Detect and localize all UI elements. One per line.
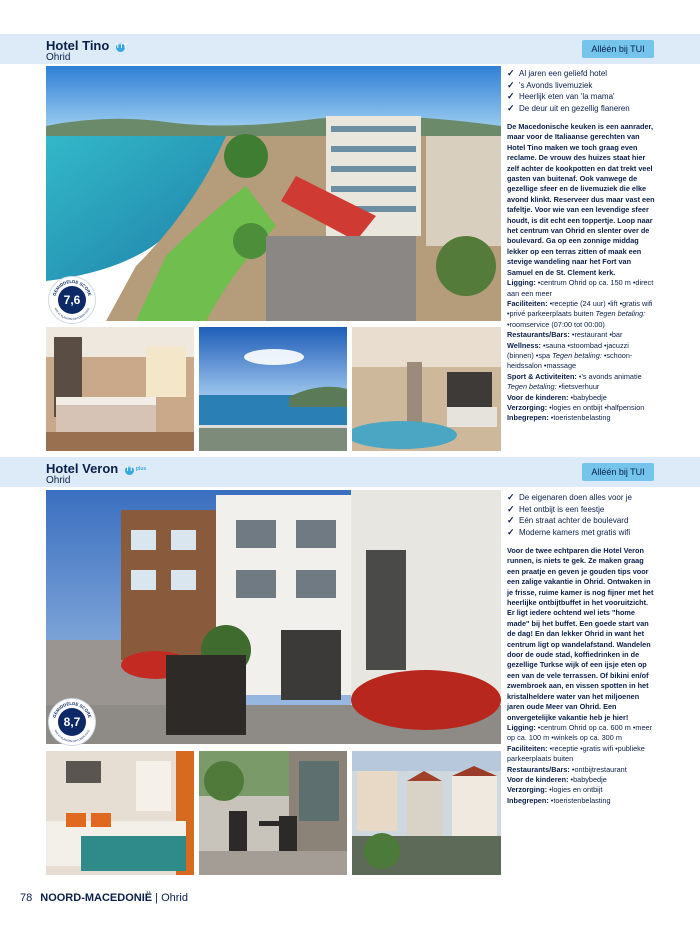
- score-sub: VAN 47 KLANTEN (OKTOBER 2021): [53, 729, 91, 744]
- score-value: 8,7: [58, 708, 86, 736]
- highlight-item: [507, 91, 657, 103]
- hotel-description: [507, 492, 657, 806]
- fact-facilities: [507, 744, 657, 765]
- fact-label: Sport & Activiteiten:: [507, 371, 577, 381]
- photo-lake-view: [199, 327, 347, 451]
- tui-rating-icon: [116, 43, 125, 52]
- score-label: GEMIDDELDE SCORE: [51, 700, 93, 719]
- check-icon: ✓: [507, 515, 515, 525]
- fact-label: Ligging:: [507, 722, 536, 732]
- check-icon: ✓: [507, 492, 515, 502]
- fact-label: Wellness:: [507, 340, 541, 350]
- hotel-description: [507, 68, 657, 424]
- fact-text: •logies en ontbijt •halfpension: [547, 402, 645, 412]
- fact-board: [507, 785, 657, 795]
- highlight-text: Al jaren een geliefd hotel: [519, 69, 608, 78]
- fact-label: Restaurants/Bars:: [507, 330, 570, 340]
- fact-label: Verzorging:: [507, 402, 548, 412]
- rating-plus: plus: [135, 466, 147, 472]
- fact-text: •receptie •gratis wifi •publieke parkeerplaats buiten: [507, 743, 645, 764]
- hotel-name-text: Hotel Veron: [46, 461, 119, 476]
- fact-label: Faciliteiten:: [507, 298, 548, 308]
- highlight-item: [507, 68, 657, 80]
- fact-label: Inbegrepen:: [507, 795, 549, 805]
- fact-text: •logies en ontbijt: [547, 785, 603, 795]
- fact-label: Ligging:: [507, 278, 536, 288]
- fact-included: [507, 413, 657, 423]
- fact-text: •schoon-heidssalon •massage: [507, 350, 633, 371]
- rating-letters: TTT: [115, 44, 127, 50]
- hotel-name-text: Hotel Tino: [46, 38, 110, 53]
- hotel-city: Ohrid: [46, 52, 71, 63]
- fact-text: •roomservice (07:00 tot 00:00): [507, 319, 605, 329]
- highlight-item: [507, 515, 657, 527]
- check-icon: ✓: [507, 503, 515, 514]
- fact-italic: Tegen betaling:: [595, 309, 646, 319]
- highlight-text: De eigenaren doen alles voor je: [519, 493, 632, 502]
- photo-hotel-room: [46, 751, 194, 875]
- hero-photo-hotel-facade: [46, 490, 501, 744]
- page-footer: [20, 892, 188, 904]
- check-icon: ✓: [507, 91, 515, 101]
- fact-text: •ontbijtrestaurant: [569, 764, 627, 774]
- highlight-text: Moderne kamers met gratis wifi: [519, 527, 631, 537]
- exclusive-badge: Alléén bij TUI: [582, 40, 654, 58]
- highlights-list: [507, 68, 657, 114]
- fact-text: •toeristenbelasting: [548, 413, 611, 423]
- score-value: 7,6: [58, 286, 86, 314]
- footer-country: NOORD-MACEDONIË: [40, 892, 153, 904]
- footer-separator: |: [152, 892, 162, 904]
- photo-terrace: [199, 751, 347, 875]
- fact-label: Faciliteiten:: [507, 743, 548, 753]
- review-score-badge: [49, 277, 95, 323]
- exclusive-badge: Alléén bij TUI: [582, 463, 654, 481]
- highlight-text: 's Avonds livemuziek: [519, 80, 593, 90]
- fact-included: [507, 796, 657, 806]
- intro-paragraph: De Macedonische keuken is een aanrader, maar voor de Italiaanse gerechten van Hotel Tino maken we toch graag even reclame. De vrouw des huizes staat hier zelf achter de kookpotten en dat trekt veel gasten van buitenaf. Ook vanwege de gezellige sfeer en de livemuziek die elke avond klinkt. Reserveer dus maar vast een tafeltje. Voor wie van een levendige sfeer houdt, is dit echt een toppertje. Loop naar het centrum van Ohrid en slenter over de boulevard. Ga op een zonnige middag lekker op een terras zitten of maak een stevige wandeling naar het Fort van Samuel en de St. Clement kerk.: [507, 122, 655, 277]
- highlight-item: [507, 492, 657, 504]
- check-icon: ✓: [507, 102, 515, 113]
- fact-text: •sauna •stoombad •jacuzzi (binnen) •spa: [507, 340, 629, 360]
- highlight-text: Eén straat achter de boulevard: [519, 516, 629, 525]
- review-score-badge: [49, 699, 95, 745]
- fact-italic: Tegen betaling:: [552, 350, 602, 360]
- intro-paragraph: Voor de twee echtparen die Hotel Veron runnen, is niets te gek. Ze maken graag een praatje en geven je gouden tips voor een zalige vakantie in Ohrid. Ontwaken in je frisse, ruime kamer is nog fijner met het heerlijke ontbijtbuffet in het vooruitzicht. Er ligt iedere ochtend wel iets "home made" bij het buffet. Een goede start van de dag! En dan lekker Ohrid in want het centrum ligt op wandelafstand. Wandelen door de oude stad, koffiedrinken in de gezellige Turkse wijk of een ijsje eten op een van de vele terrassen. Of bikini en/of zwembroek aan, en vissen spotten in het kristalheldere water van het miljoenen jaren oude Meer van Ohrid. Een onvergetelijke vakantie heb je hier!: [507, 546, 654, 722]
- check-icon: ✓: [507, 68, 515, 78]
- fact-location: [507, 723, 657, 744]
- fact-label: Voor de kinderen:: [507, 392, 569, 402]
- highlight-text: Heerlijk eten van 'la mama': [519, 92, 615, 101]
- highlights-list: [507, 492, 657, 538]
- fact-text: •babybedje: [568, 774, 607, 784]
- hotel-name: [46, 38, 125, 53]
- highlight-text: Het ontbijt is een feestje: [519, 504, 605, 514]
- highlight-item: [507, 103, 657, 115]
- fact-italic: Tegen betaling:: [507, 382, 557, 392]
- highlight-item: [507, 527, 657, 539]
- tui-rating-icon: [125, 466, 146, 475]
- fact-kids: [507, 393, 657, 403]
- footer-city: Ohrid: [161, 892, 188, 904]
- fact-text: •babybedje: [568, 392, 607, 402]
- fact-label: Voor de kinderen:: [507, 774, 569, 784]
- highlight-item: [507, 80, 657, 92]
- photo-hotel-room: [46, 327, 194, 451]
- fact-restaurants: [507, 330, 657, 340]
- check-icon: ✓: [507, 79, 515, 90]
- photo-town-view: [352, 751, 501, 875]
- fact-restaurants: [507, 765, 657, 775]
- fact-text: •toeristenbelasting: [548, 795, 611, 805]
- check-icon: ✓: [507, 526, 515, 537]
- highlight-item: [507, 504, 657, 516]
- fact-text: •fietsverhuur: [556, 382, 600, 392]
- fact-text: •receptie (24 uur) •lift •gratis wifi •privé parkeerplaats buiten: [507, 298, 653, 319]
- fact-location: [507, 278, 657, 299]
- fact-label: Restaurants/Bars:: [507, 764, 570, 774]
- fact-text: •restaurant •bar: [569, 330, 623, 340]
- page-number: 78: [20, 892, 33, 904]
- fact-label: Inbegrepen:: [507, 413, 549, 423]
- fact-sport: [507, 372, 657, 393]
- fact-kids: [507, 775, 657, 785]
- fact-text: •'s avonds animatie: [576, 371, 642, 381]
- rating-letters: TT: [125, 467, 134, 473]
- fact-text: •centrum Ohrid op ca. 150 m •direct aan een meer: [507, 278, 654, 298]
- hotel-name: [46, 461, 146, 476]
- score-label: GEMIDDELDE SCORE: [51, 278, 93, 297]
- hotel-city: Ohrid: [46, 475, 71, 486]
- facts-list: [507, 723, 657, 806]
- photo-spa-pool: [352, 327, 501, 451]
- fact-board: [507, 403, 657, 413]
- score-sub: VAN 41 KLANTEN (OKTOBER 2021): [53, 307, 91, 322]
- fact-wellness: [507, 341, 657, 372]
- highlight-text: De deur uit en gezellig flaneren: [519, 103, 630, 113]
- hero-photo-lake: [46, 66, 501, 321]
- fact-facilities: [507, 299, 657, 330]
- facts-list: [507, 278, 657, 424]
- fact-label: Verzorging:: [507, 785, 548, 795]
- fact-text: •centrum Ohrid op ca. 600 m •meer op ca. 100 m •winkels op ca. 300 m: [507, 722, 653, 743]
